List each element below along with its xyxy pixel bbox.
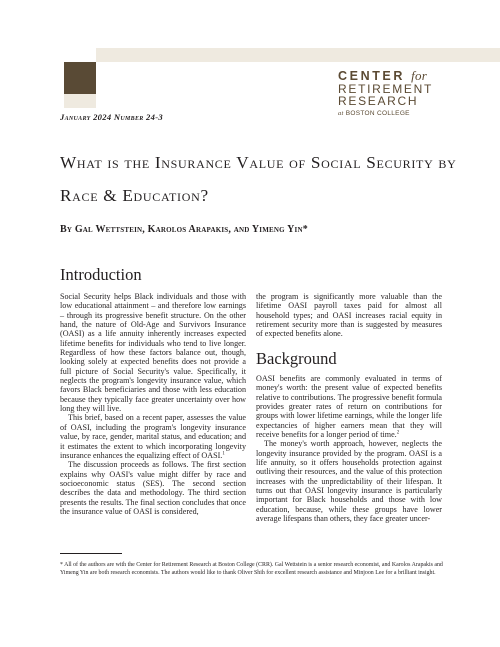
logo-research: RESEARCH bbox=[338, 94, 419, 108]
endnote-2: 2 bbox=[396, 430, 400, 436]
bg-p2-text: The money's worth approach, however, neglects the longevity insurance provided by the program. OASI is a life annuity, so it offers households protection against outliving their resources, and the value of this protection increases with the unpredictability of their lifespan. It turns out that OASI longevity insurance is particularly important for Black households and those with low education, because, while these groups have lower average lifespans than others, they face greater uncer- bbox=[256, 439, 442, 524]
background-paragraph-2 bbox=[256, 439, 442, 523]
left-column bbox=[60, 292, 246, 516]
logo-center: CENTER bbox=[338, 69, 405, 83]
header-band bbox=[96, 48, 500, 62]
intro-paragraph-4 bbox=[256, 292, 442, 339]
bg-p1-text: OASI benefits are commonly evaluated in terms of money's worth: the present value of expected benefits relative to contributions. The progressive benefit formula provides greater rates of return on contributions for groups with lower lifetime earnings, while the longer life expectancies of higher earners mean that they will receive benefits for a longer period of time. bbox=[256, 374, 442, 440]
header-block bbox=[64, 62, 96, 94]
logo-for: for bbox=[411, 68, 428, 83]
background-paragraph-1 bbox=[256, 374, 442, 439]
issue-number: January 2024 Number 24-3 bbox=[60, 112, 163, 122]
crr-logo bbox=[338, 69, 468, 118]
intro-p4-text: the program is significantly more valuable than the lifetime OASI payroll taxes paid for almost all household types; and OASI increases racial equity in retirement security more than is suggested by measures of expected benefits alone. bbox=[256, 292, 442, 339]
intro-paragraph-2 bbox=[60, 413, 246, 460]
author-footnote: * All of the authors are with the Center for Retirement Research at Boston College (CRR). Gal Wettstein is a senior research economist, and Karolos Arapakis and Yimeng Yin are both research economists. The authors would like to thank Oliver Shih for excellent research assistance and Minjoon Lee for a brilliant insight. bbox=[60, 562, 443, 577]
right-column-background bbox=[256, 374, 442, 524]
logo-boston-college: BOSTON COLLEGE bbox=[345, 110, 410, 117]
introduction-heading: Introduction bbox=[60, 265, 142, 284]
intro-p3-text: The discussion proceeds as follows. The first section explains why OASI's value might differ by race and socioeconomic status (SES). The second section describes the data and methodology. The third section presents the results. The final section concludes that once the insurance value of OASI is considered, bbox=[60, 460, 246, 516]
footnote-rule bbox=[60, 553, 122, 554]
right-column-top bbox=[256, 292, 442, 339]
intro-p2-text: This brief, based on a recent paper, assesses the value of OASI, including the program's longevity insurance value, by race, gender, marital status, and education; and it estimates the extent to which incorporating longevity insurance enhances the equalizing effect of OASI. bbox=[60, 413, 246, 460]
logo-retirement: RETIREMENT bbox=[338, 82, 433, 96]
intro-p1-text: Social Security helps Black individuals and those with low educational attainment – and therefore low earnings – through its progressive benefit structure. On the other hand, the nature of Old-Age and Survivors Insurance (OASI) as a life annuity inherently increases expected lifetime benefits for individuals who tend to live longer. Regardless of how these factors balance out, though, looking solely at expected benefits does not provide a full picture of Social Security's value. Specifically, it neglects the program's longevity insurance value, which favors Black beneficiaries and those with less education because they typically face greater uncertainty over how long they will live. bbox=[60, 292, 246, 414]
intro-paragraph-3 bbox=[60, 460, 246, 516]
author-line: By Gal Wettstein, Karolos Arapakis, and Yimeng Yin* bbox=[60, 224, 308, 235]
logo-at: at bbox=[338, 110, 344, 117]
header-band-small bbox=[64, 94, 96, 108]
intro-paragraph-1 bbox=[60, 292, 246, 413]
endnote-1: 1 bbox=[222, 451, 225, 457]
background-heading: Background bbox=[256, 349, 337, 368]
page-title: What is the Insurance Value of Social Security by Race & Education? bbox=[60, 153, 457, 205]
